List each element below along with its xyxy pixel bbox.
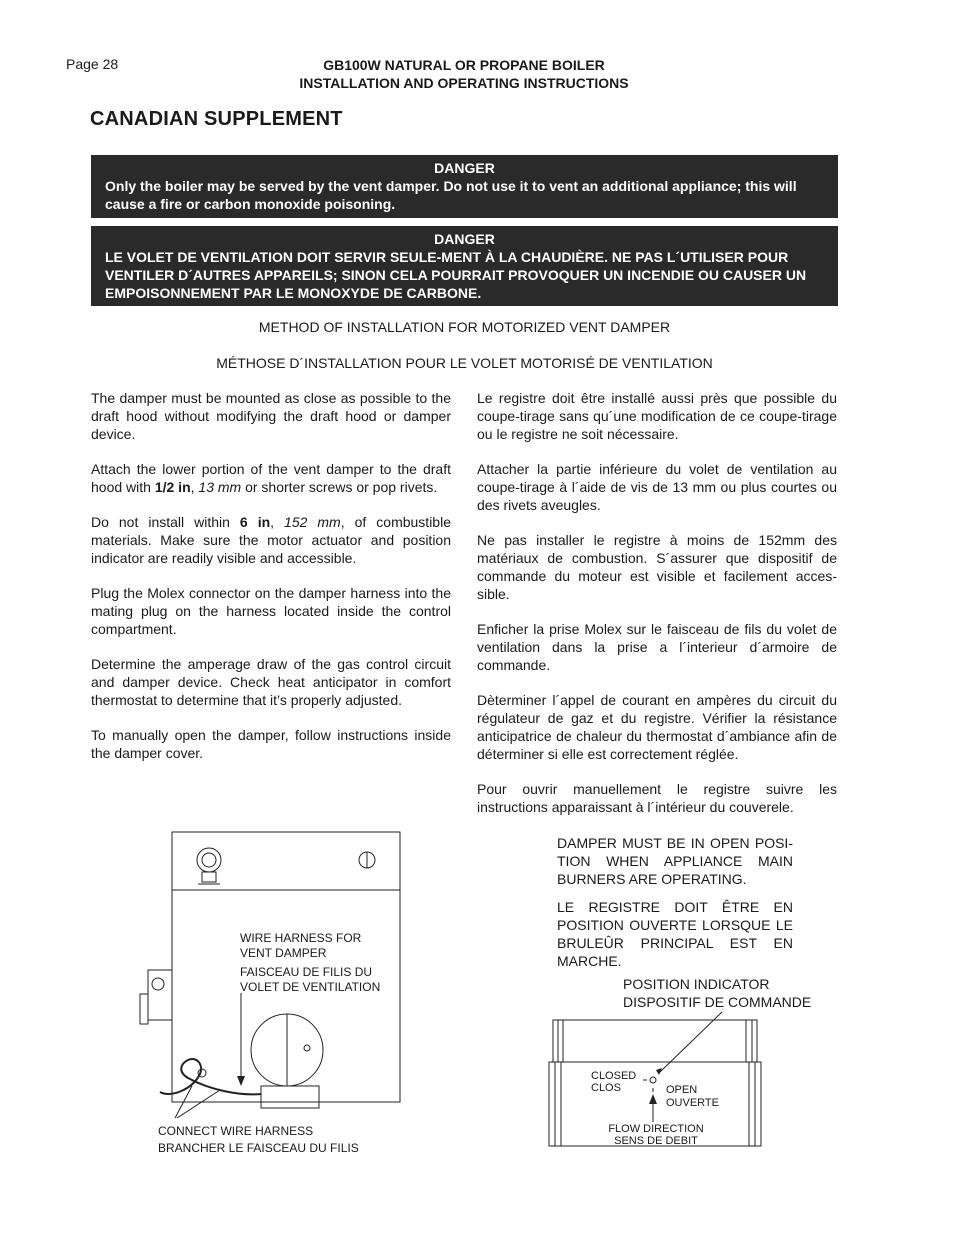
text-span: , [270, 514, 285, 530]
label-line: VOLET DE VENTILATION [240, 980, 381, 994]
position-indicator-label [623, 975, 811, 1011]
paragraph: Dèterminer l´appel de courant en ampères du circuit du régulateur de gaz et du registre. Vérifier la résistance anticipatrice de chaleur du thermostat d´ambiance afin de déterminer si elle est correctement réglée. [477, 692, 837, 762]
danger-text: LE VOLET DE VENTILATION DOIT SERVIR SEULE-MENT À LA CHAUDIÈRE. NE PAS L´UTILISER POUR VENTILER D´AUTRES APPAREILS; SINON CELA POURRAIT PROVOQUER UN INCENDIE OU CAUSER UN EMPOISONNEMENT PAR LE MONOXYDE DE CARBONE. [105, 249, 807, 301]
paragraph: Le registre doit être installé aussi près que possible du coupe-tirage sans qu´une modification de ce coupe-tirage ou le registre ne soit nécessaire. [477, 390, 837, 442]
connect-harness-label [158, 1123, 359, 1157]
text-span: or shorter screws or pop rivets. [241, 479, 438, 495]
french-instructions [477, 389, 837, 833]
flow-arrow-head [649, 1094, 657, 1104]
label-line: FLOW DIRECTION [608, 1123, 704, 1135]
paragraph [91, 460, 451, 496]
page-number: Page 28 [66, 56, 119, 72]
text-span-italic: 13 mm [198, 479, 242, 495]
label-line: BRANCHER LE FAISCEAU DU FILIS [158, 1141, 359, 1155]
text-span: Do not install within [91, 514, 240, 530]
text-span-bold: 6 in [239, 514, 271, 530]
text-span-italic: 152 mm [284, 514, 341, 530]
danger-heading: DANGER [434, 231, 495, 247]
english-instructions [91, 389, 451, 779]
harness-label-french [240, 965, 380, 995]
method-heading-english: METHOD OF INSTALLATION FOR MOTORIZED VENT DAMPER [258, 319, 671, 335]
motor-actuator [261, 1086, 319, 1108]
fitting-icon [197, 848, 221, 872]
danger-box-french [91, 226, 838, 306]
paragraph: Pour ouvrir manuellement le registre suivre les instructions apparaissant à l´intérieur du couverele. [477, 781, 837, 815]
paragraph: The damper must be mounted as close as possible to the draft hood without modifying the draft hood or damper device. [91, 390, 451, 442]
note-french: LE REGISTRE DOIT ÊTRE EN POSITION OUVERTE LORSQUE LE BRULEÛR PRINCIPAL EST EN MARCHE. [557, 899, 793, 969]
header-line-1: GB100W NATURAL OR PROPANE BOILER [323, 57, 605, 73]
arrow-head [237, 1076, 245, 1086]
text-span: , of combustible materials. Make sure the motor actuator and position indicator are readily visible and accessible. [91, 514, 451, 566]
damper-collar [553, 1020, 757, 1062]
paragraph: Ne pas installer le registre à moins de 152mm des matériaux de combustion. S´assurer que dispositif de commande du moteur est visible et facilement acces-sible. [477, 532, 837, 602]
label-line: FAISCEAU DE FILIS DU [240, 965, 373, 979]
label-line: CLOS [591, 1082, 621, 1094]
text-span: Attach the lower portion of the vent damper to the draft hood with [91, 461, 451, 495]
paragraph: To manually open the damper, follow instructions inside the damper cover. [91, 727, 451, 761]
danger-box-english [91, 155, 838, 218]
wire-harness [160, 1059, 261, 1094]
label-line: OUVERTE [666, 1097, 719, 1109]
label-line: SENS DE DEBIT [614, 1135, 698, 1147]
text-span: , [190, 479, 199, 495]
harness-label-english [240, 931, 361, 961]
paragraph [91, 513, 451, 567]
label-line: WIRE HARNESS FOR [240, 931, 362, 945]
closed-label [591, 1070, 636, 1094]
text-span-bold: 1/2 in [154, 479, 191, 495]
paragraph: Enficher la prise Molex sur le faisceau de fils du volet de ventilation dans la prise a l´interieur d´armoire de commande. [477, 621, 837, 673]
label-line: CLOSED [591, 1070, 637, 1082]
header-line-2: INSTALLATION AND OPERATING INSTRUCTIONS [299, 75, 629, 91]
note-english: DAMPER MUST BE IN OPEN POSI-TION WHEN APPLIANCE MAIN BURNERS ARE OPERATING. [557, 835, 793, 887]
open-position-note [557, 834, 793, 980]
open-label [666, 1084, 719, 1110]
method-heading-french: MÉTHOSE D´INSTALLATION POUR LE VOLET MOTORISÉ DE VENTILATION [216, 355, 713, 371]
danger-heading: DANGER [434, 160, 495, 176]
label-line: POSITION INDICATOR [623, 976, 770, 992]
indicator-pivot [650, 1077, 656, 1083]
danger-text: Only the boiler may be served by the vent damper. Do not use it to vent an additional appliance; this will cause a fire or carbon monoxide poisoning. [105, 178, 797, 212]
side-bracket [140, 994, 148, 1024]
label-line: VENT DAMPER [240, 946, 327, 960]
flow-direction-label [596, 1123, 716, 1147]
label-line: OPEN [666, 1084, 698, 1096]
paragraph: Attacher la partie inférieure du volet de ventilation au coupe-tirage à l´aide de vis de 13 mm ou plus courtes ou des rivets aveugles. [477, 461, 837, 513]
page-title: CANADIAN SUPPLEMENT [90, 108, 343, 130]
label-line: DISPOSITIF DE COMMANDE [623, 994, 812, 1010]
paragraph: Determine the amperage draw of the gas control circuit and damper device. Check heat anticipator in comfort thermostat to determine that it’s properly adjusted. [91, 656, 451, 708]
document-header [200, 56, 728, 92]
label-line: CONNECT WIRE HARNESS [158, 1124, 314, 1138]
paragraph: Plug the Molex connector on the damper harness into the mating plug on the harness located inside the control compartment. [91, 585, 451, 637]
